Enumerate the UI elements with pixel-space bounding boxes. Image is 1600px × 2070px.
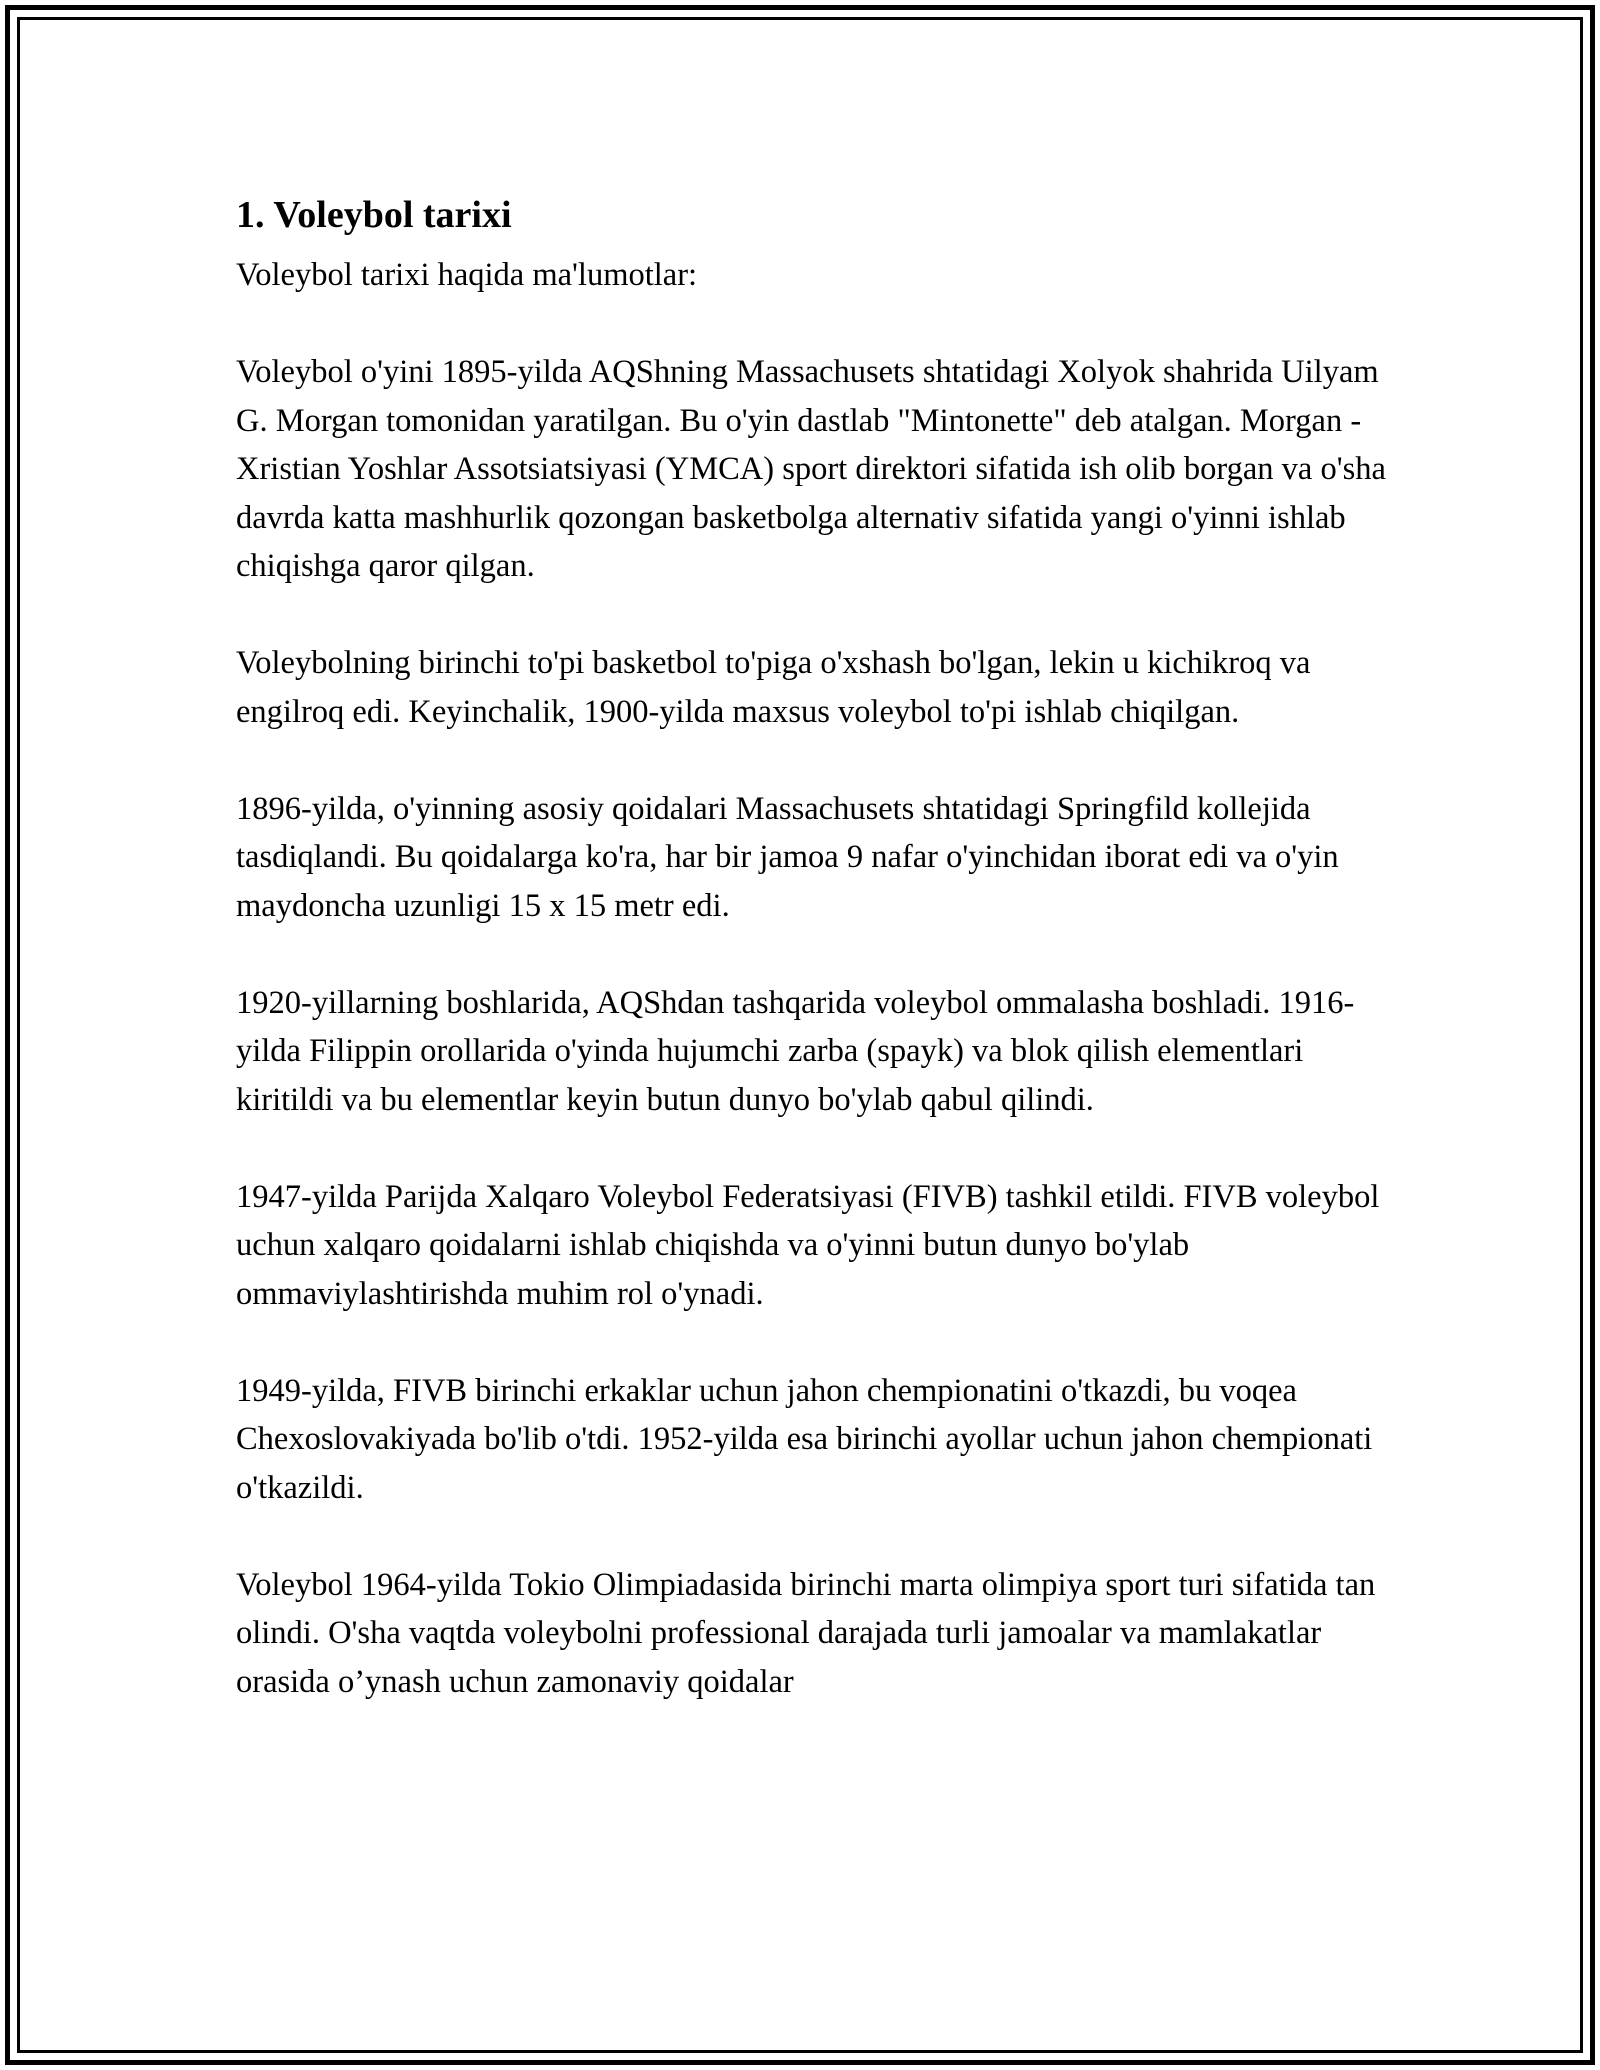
paragraph-olympics-1964: Voleybol 1964-yilda Tokio Olimpiadasida birinchi marta olimpiya sport turi sifatida tan olindi. O'sha vaqtda voleybolni professional darajada turli jamoalar va mamlakatlar orasida o’ynash uchun zamonaviy qoidalar: [236, 1566, 1376, 1700]
paragraph-origin: Voleybol o'yini 1895-yilda AQShning Massachusets shtatidagi Xolyok shahrida Uilyam G. Morgan tomonidan yaratilgan. Bu o'yin dastlab "Mintonette" deb atalgan. Morgan - Xristian Yoshlar Assotsiatsiyasi (YMCA) sport direktori sifatida ish olib borgan va o'sha davrda katta mashhurlik qozongan basketbolga alternativ sifatida yangi o'yinni ishlab chiqishga qaror qilgan.: [236, 354, 1386, 584]
paragraph-championships: 1949-yilda, FIVB birinchi erkaklar uchun jahon chempionatini o'tkazdi, bu voqea Chexoslovakiyada bo'lib o'tdi. 1952-yilda esa birinchi ayollar uchun jahon chempionati o'tkazildi.: [236, 1372, 1373, 1506]
document-body: [236, 185, 1386, 1706]
section-heading: 1. Voleybol tarixi: [236, 194, 512, 236]
paragraph-spread-1920s: 1920-yillarning boshlarida, AQShdan tashqarida voleybol ommalasha boshladi. 1916-yilda Filippin orollarida o'yinda hujumchi zarba (spayk) va blok qilish elementlari kiritildi va bu elementlar keyin butun dunyo bo'ylab qabul qilindi.: [236, 984, 1355, 1118]
intro-text: Voleybol tarixi haqida ma'lumotlar:: [236, 257, 698, 293]
paragraph-first-ball: Voleybolning birinchi to'pi basketbol to'piga o'xshash bo'lgan, lekin u kichikroq va engilroq edi. Keyinchalik, 1900-yilda maxsus voleybol to'pi ishlab chiqilgan.: [236, 645, 1311, 730]
paragraph-rules-1896: 1896-yilda, o'yinning asosiy qoidalari Massachusets shtatidagi Springfild kollejida tasdiqlandi. Bu qoidalarga ko'ra, har bir jamoa 9 nafar o'yinchidan iborat edi va o'yin maydoncha uzunligi 15 x 15 metr edi.: [236, 790, 1339, 924]
paragraph-fivb-1947: 1947-yilda Parijda Xalqaro Voleybol Federatsiyasi (FIVB) tashkil etildi. FIVB voleybol uchun xalqaro qoidalarni ishlab chiqishda va o'yinni butun dunyo bo'ylab ommaviylashtirishda muhim rol o'ynadi.: [236, 1178, 1380, 1312]
